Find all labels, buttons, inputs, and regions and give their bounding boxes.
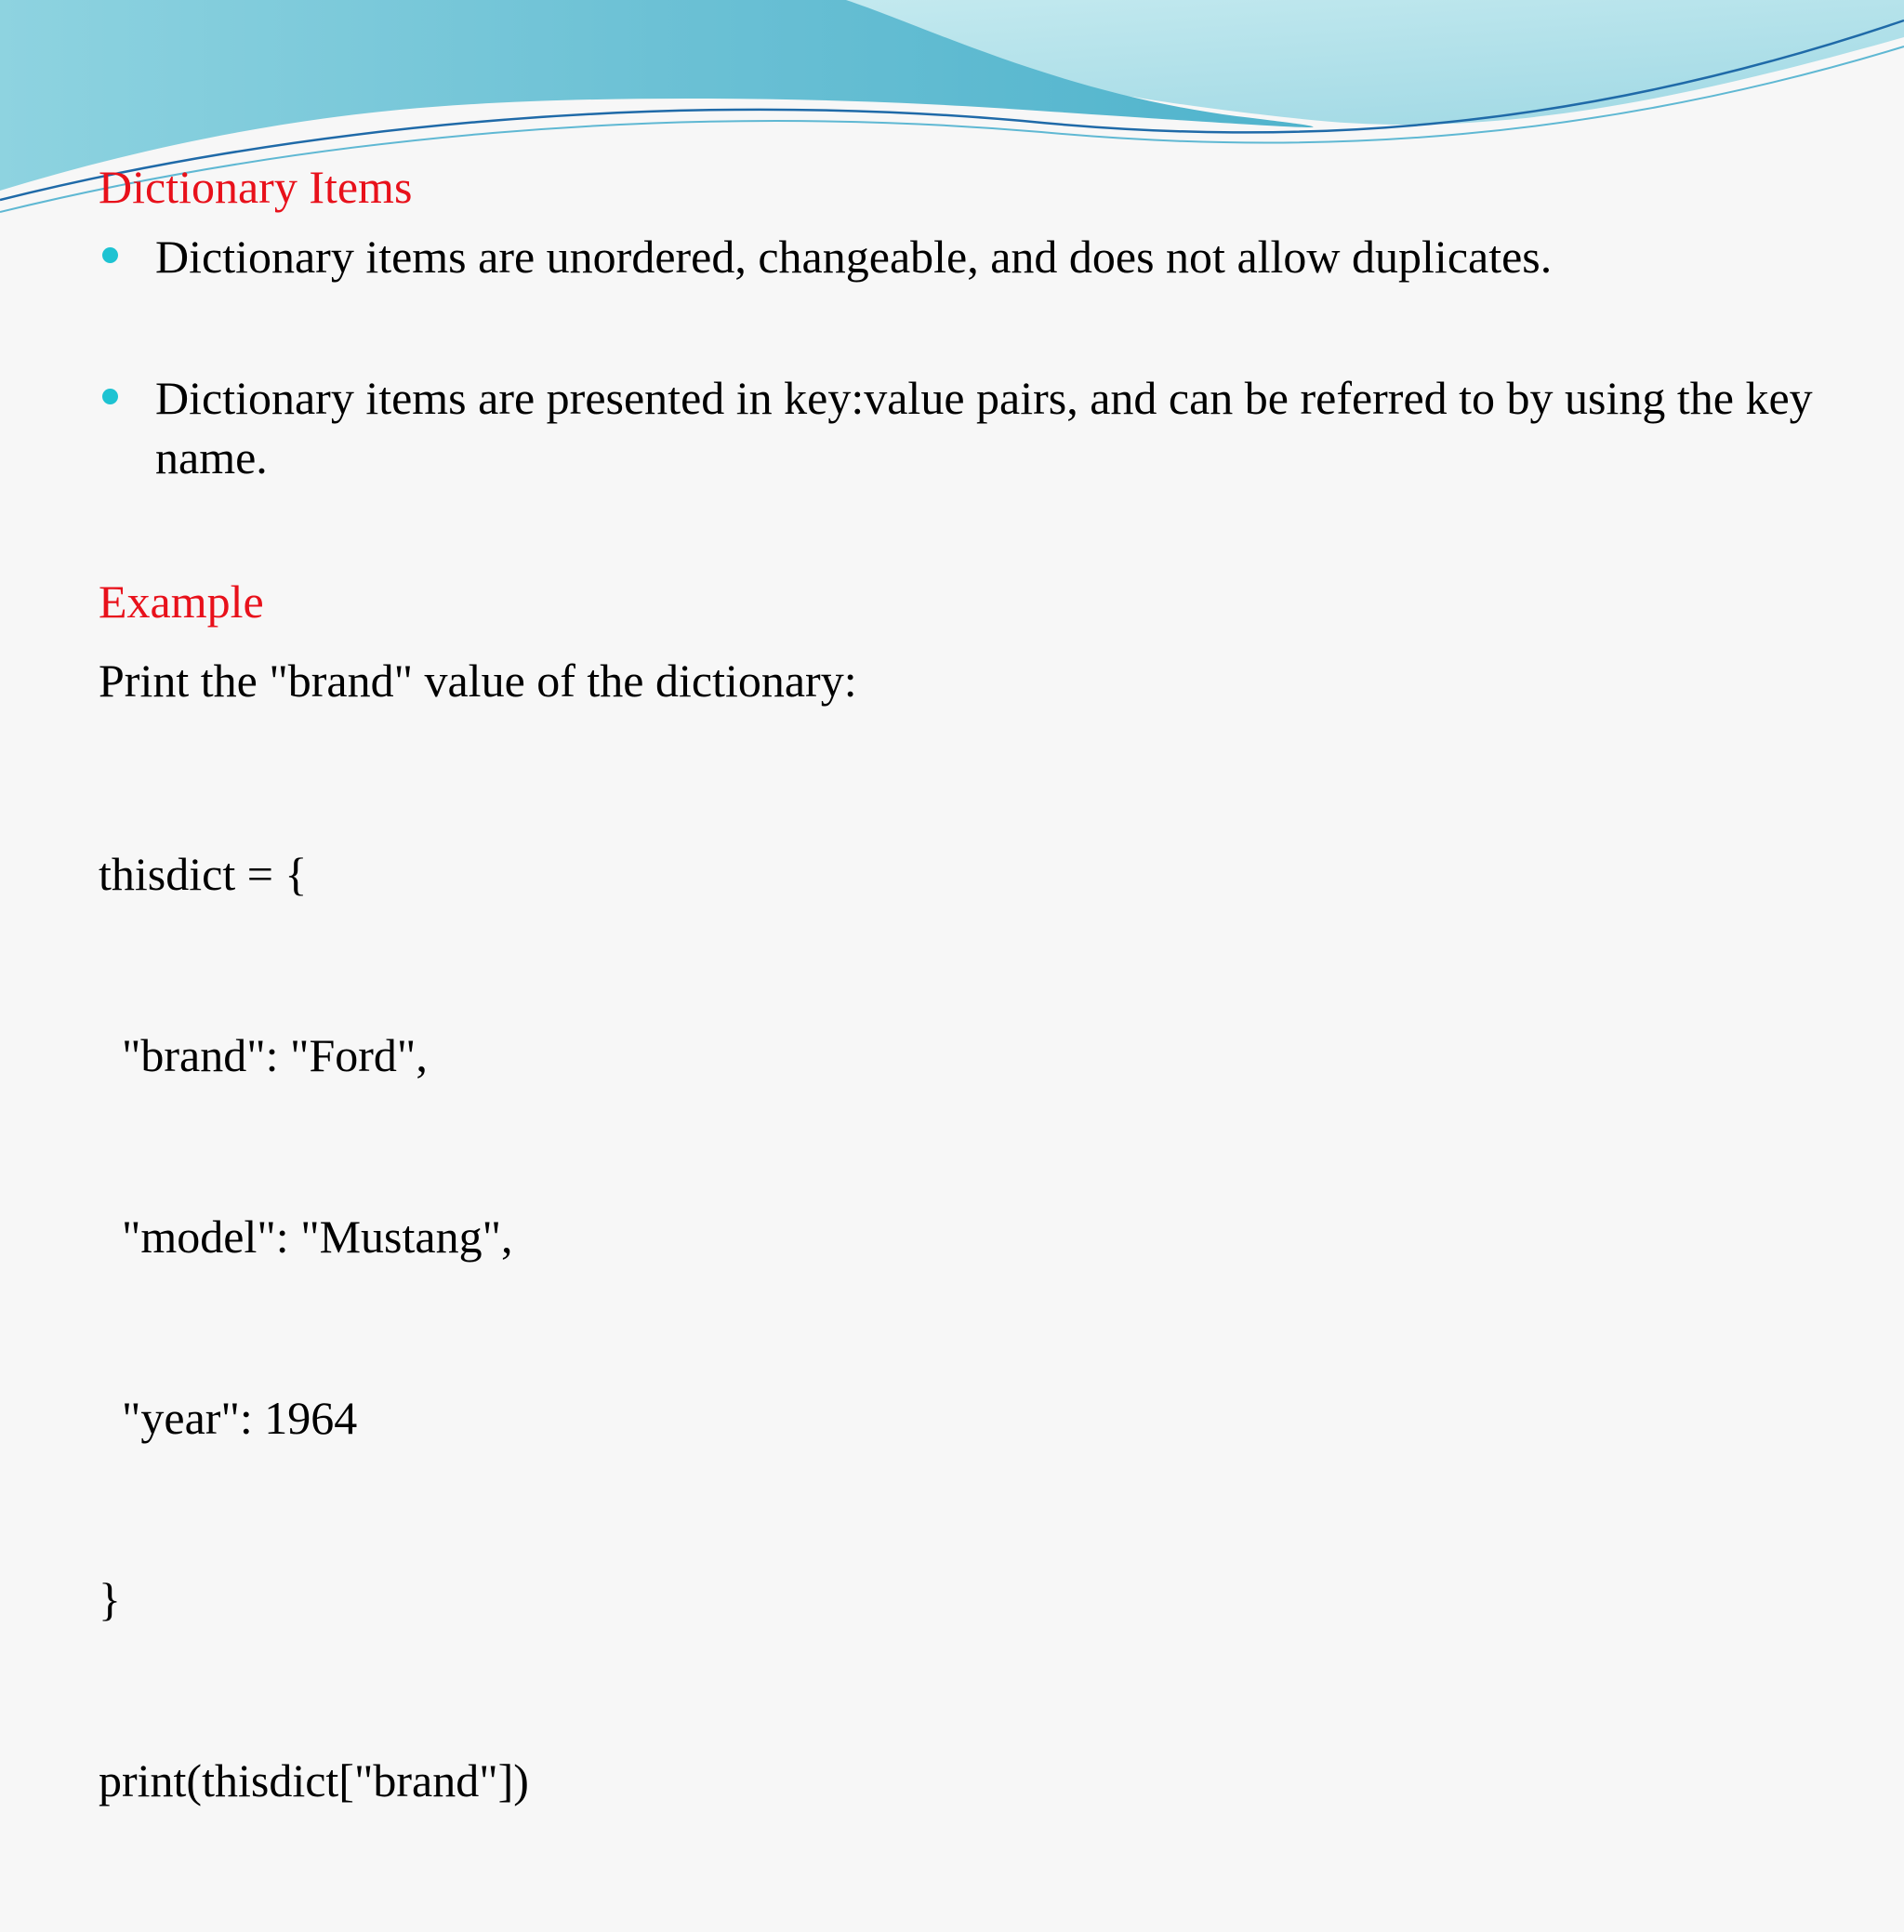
- bullet-text: Dictionary items are presented in key:value pairs, and can be referred to by using the key name.: [155, 372, 1813, 483]
- slide-heading: Dictionary Items: [99, 161, 413, 213]
- code-line: }: [99, 1573, 121, 1625]
- code-line: thisdict = {: [99, 848, 308, 900]
- example-heading: Example: [99, 576, 264, 628]
- bullet-dot-icon: [102, 389, 118, 404]
- code-line: "year": 1964: [99, 1392, 358, 1444]
- code-line: "model": "Mustang",: [99, 1211, 513, 1263]
- example-description: Print the "brand" value of the dictionary:: [99, 655, 857, 707]
- bullet-item: [99, 368, 1828, 487]
- code-line: "brand": "Ford",: [99, 1029, 428, 1081]
- code-line: print(thisdict["brand"]): [99, 1754, 529, 1806]
- bullet-item: [99, 227, 1828, 286]
- bullet-list: [99, 227, 1828, 487]
- bullet-dot-icon: [102, 247, 118, 263]
- bullet-text: Dictionary items are unordered, changeable, and does not allow duplicates.: [155, 231, 1553, 283]
- code-block: [99, 723, 1828, 1932]
- slide-content: [99, 158, 1828, 1932]
